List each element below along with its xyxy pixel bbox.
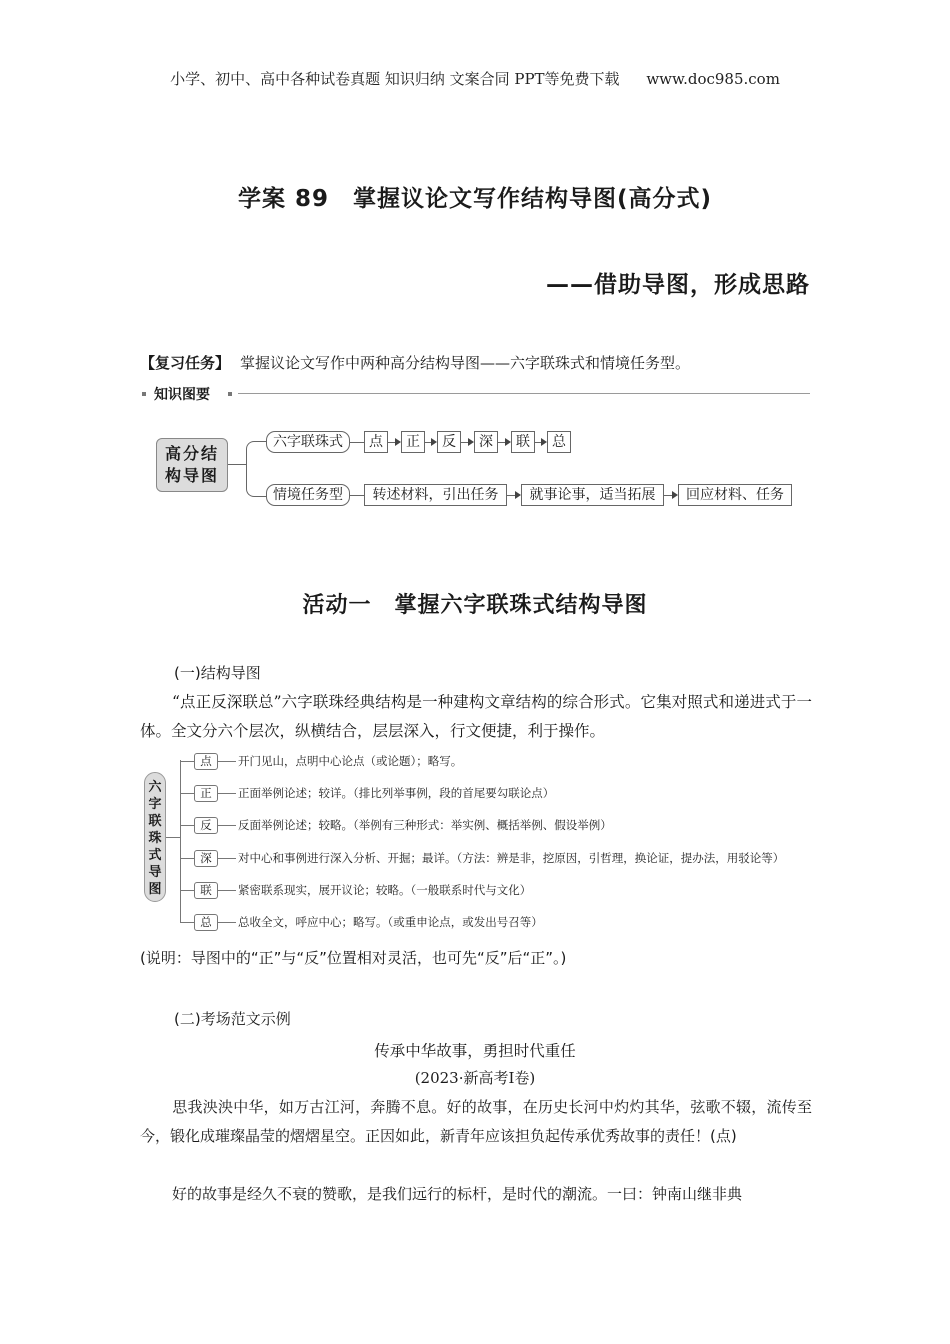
connector <box>350 442 364 443</box>
row-desc: 正面举例论述；较详。（排比列举事例，段的首尾要勾联论点） <box>238 786 555 800</box>
essay-paragraph <box>140 1180 812 1209</box>
connector <box>218 825 236 826</box>
connector-vertical <box>180 760 181 922</box>
connector <box>180 922 194 923</box>
row-desc: 紧密联系现实，展开议论；较略。（一般联系时代与文化） <box>238 883 532 897</box>
step-label: 点 <box>369 434 383 450</box>
step-label: 正 <box>406 434 420 450</box>
intro-paragraph <box>140 688 812 746</box>
essay-paragraph-text: 思我泱泱中华，如万古江河，奔腾不息。好的故事，在历史长河中灼灼其华，弦歌不辍，流传至今，锻化成璀璨晶莹的熠熠星空。正因如此，新青年应该担负起传承优秀故事的责任！(点) <box>140 1098 812 1145</box>
step-label: 就事论事，适当拓展 <box>529 487 656 503</box>
review-task <box>140 352 690 373</box>
step-node <box>474 431 498 453</box>
diagram-note: (说明：导图中的“正”与“反”位置相对灵活，也可先“反”后“正”。) <box>140 949 567 967</box>
connector <box>218 793 236 794</box>
page-title: 学案 89 掌握议论文写作结构导图(高分式) <box>237 186 713 212</box>
diagram-label <box>144 772 166 902</box>
activity-title: 活动一 掌握六字联珠式结构导图 <box>302 593 648 618</box>
bullet-square-icon <box>228 392 232 396</box>
step-label: 转述材料，引出任务 <box>372 487 499 503</box>
connector <box>180 761 194 762</box>
connector-bracket <box>246 441 267 497</box>
section-heading: (一)结构导图 <box>174 664 261 682</box>
row-tag: 联 <box>194 882 218 899</box>
connector <box>218 761 236 762</box>
knowledge-section-title: 知识图要 <box>154 387 210 403</box>
review-task-text: 掌握议论文写作中两种高分结构导图——六字联珠式和情境任务型。 <box>240 354 691 372</box>
branch-situation-task <box>266 484 350 506</box>
mindmap-root <box>156 438 228 492</box>
connector <box>218 858 236 859</box>
intro-text: “点正反深联总”六字联珠经典结构是一种建构文章结构的综合形式。它集对照式和递进式于一体。全文分六个层次，纵横结合，层层深入，行文便捷，利于操作。 <box>140 693 812 740</box>
divider-line <box>238 393 810 394</box>
row-tag: 总 <box>194 914 218 931</box>
connector <box>180 890 194 891</box>
connector <box>228 464 246 465</box>
connector <box>218 922 236 923</box>
step-label: 反 <box>442 434 456 450</box>
essay-source: (2023·新高考Ⅰ卷) <box>414 1069 536 1087</box>
step-node <box>521 484 664 506</box>
diagram-label-char: 字 <box>148 797 162 812</box>
step-label: 联 <box>516 434 530 450</box>
header-text: 小学、初中、高中各种试卷真题 知识归纳 文案合同 PPT等免费下载 <box>170 70 620 88</box>
step-node <box>437 431 461 453</box>
knowledge-section-bar <box>140 384 810 404</box>
connector <box>180 858 194 859</box>
connector <box>350 495 364 496</box>
essay-paragraph-text: 好的故事是经久不衰的赞歌，是我们远行的标杆，是时代的潮流。一曰：钟南山继非典 <box>172 1185 743 1203</box>
step-node <box>364 431 388 453</box>
step-node <box>678 484 792 506</box>
step-node <box>364 484 507 506</box>
diagram-label-char: 式 <box>148 848 162 863</box>
connector <box>166 837 180 838</box>
step-label: 总 <box>552 434 566 450</box>
essay-title: 传承中华故事，勇担时代重任 <box>374 1042 576 1060</box>
row-tag: 深 <box>194 850 218 867</box>
step-label: 深 <box>479 434 493 450</box>
page-header <box>0 68 950 89</box>
diagram-label-char: 珠 <box>148 831 162 846</box>
header-url[interactable]: www.doc985.com <box>646 70 780 88</box>
row-tag: 反 <box>194 817 218 834</box>
row-desc: 对中心和事例进行深入分析、开掘；最详。（方法：辨是非，挖原因，引哲理，换论证，提办法，用驳论等） <box>238 851 785 865</box>
section-heading: (二)考场范文示例 <box>174 1010 291 1028</box>
connector <box>218 890 236 891</box>
review-task-label: 【复习任务】 <box>140 354 231 372</box>
page-subtitle: ——借助导图，形成思路 <box>546 272 810 298</box>
bullet-square-icon <box>142 392 146 396</box>
branch-six-word-label: 六字联珠式 <box>273 434 343 450</box>
row-tag: 点 <box>194 753 218 770</box>
mindmap-root-label: 高分结构导图 <box>164 444 219 485</box>
row-desc: 开门见山，点明中心论点（或论题）；略写。 <box>238 754 463 768</box>
branch-situation-task-label: 情境任务型 <box>273 487 343 503</box>
row-desc: 反面举例论述；较略。（举例有三种形式：举实例、概括举例、假设举例） <box>238 818 612 832</box>
essay-paragraph <box>140 1093 812 1151</box>
diagram-label-char: 六 <box>148 780 162 795</box>
step-node <box>547 431 571 453</box>
step-node <box>511 431 535 453</box>
diagram-label-char: 图 <box>148 882 162 897</box>
branch-six-word <box>266 431 350 453</box>
row-tag: 正 <box>194 785 218 802</box>
diagram-label-char: 导 <box>148 865 162 880</box>
diagram-label-char: 联 <box>148 814 162 829</box>
row-desc: 总收全文，呼应中心；略写。（或重申论点，或发出号召等） <box>238 915 543 929</box>
connector <box>180 793 194 794</box>
step-label: 回应材料、任务 <box>686 487 784 503</box>
connector <box>180 825 194 826</box>
step-node <box>401 431 425 453</box>
